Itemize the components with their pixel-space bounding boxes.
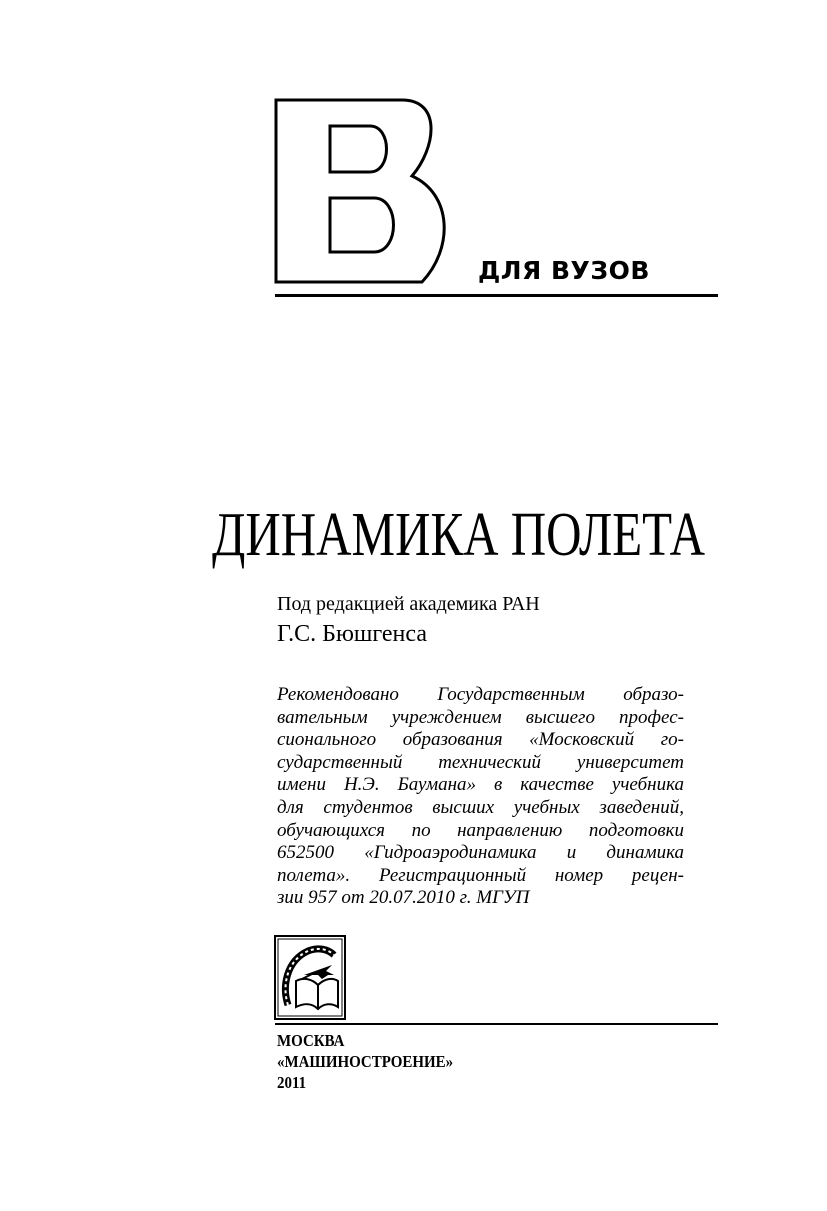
publisher-year: 2011	[277, 1073, 307, 1092]
book-title: ДИНАМИКА ПОЛЕТА	[212, 501, 706, 569]
recommendation-line: зии 957 от 20.07.2010 г. МГУП	[277, 887, 530, 909]
editor-line: Под редакцией академика РАН	[277, 593, 540, 615]
editor-name: Г.С. Бюшгенса	[277, 621, 427, 647]
publisher-city: МОСКВА	[277, 1031, 345, 1050]
publisher-name: «МАШИНОСТРОЕНИЕ»	[277, 1052, 454, 1071]
recommendation-line: 652500 «Гидроаэродинамика и динамика	[277, 842, 684, 864]
series-label: ДЛЯ ВУЗОВ	[478, 256, 650, 285]
recommendation-line: сударственный технический университет	[277, 751, 684, 773]
recommendation-line: сионального образования «Московский го-	[277, 729, 684, 751]
publisher-info	[277, 1030, 477, 1093]
recommendation-line: для студентов высших учебных заведений,	[277, 796, 684, 818]
recommendation-text	[277, 684, 684, 910]
recommendation-line: обучающихся по направлению подготовки	[277, 819, 684, 841]
recommendation-line: вательным учреждением высшего профес-	[277, 706, 684, 728]
recommendation-line: полета». Регистрационный номер рецен-	[277, 864, 684, 886]
publisher-divider	[275, 1023, 718, 1025]
recommendation-line: Рекомендовано Государственным образо-	[277, 684, 684, 705]
series-divider	[275, 294, 718, 297]
recommendation-line: имени Н.Э. Баумана» в качестве учебника	[277, 774, 684, 796]
publisher-emblem-icon	[274, 935, 346, 1020]
